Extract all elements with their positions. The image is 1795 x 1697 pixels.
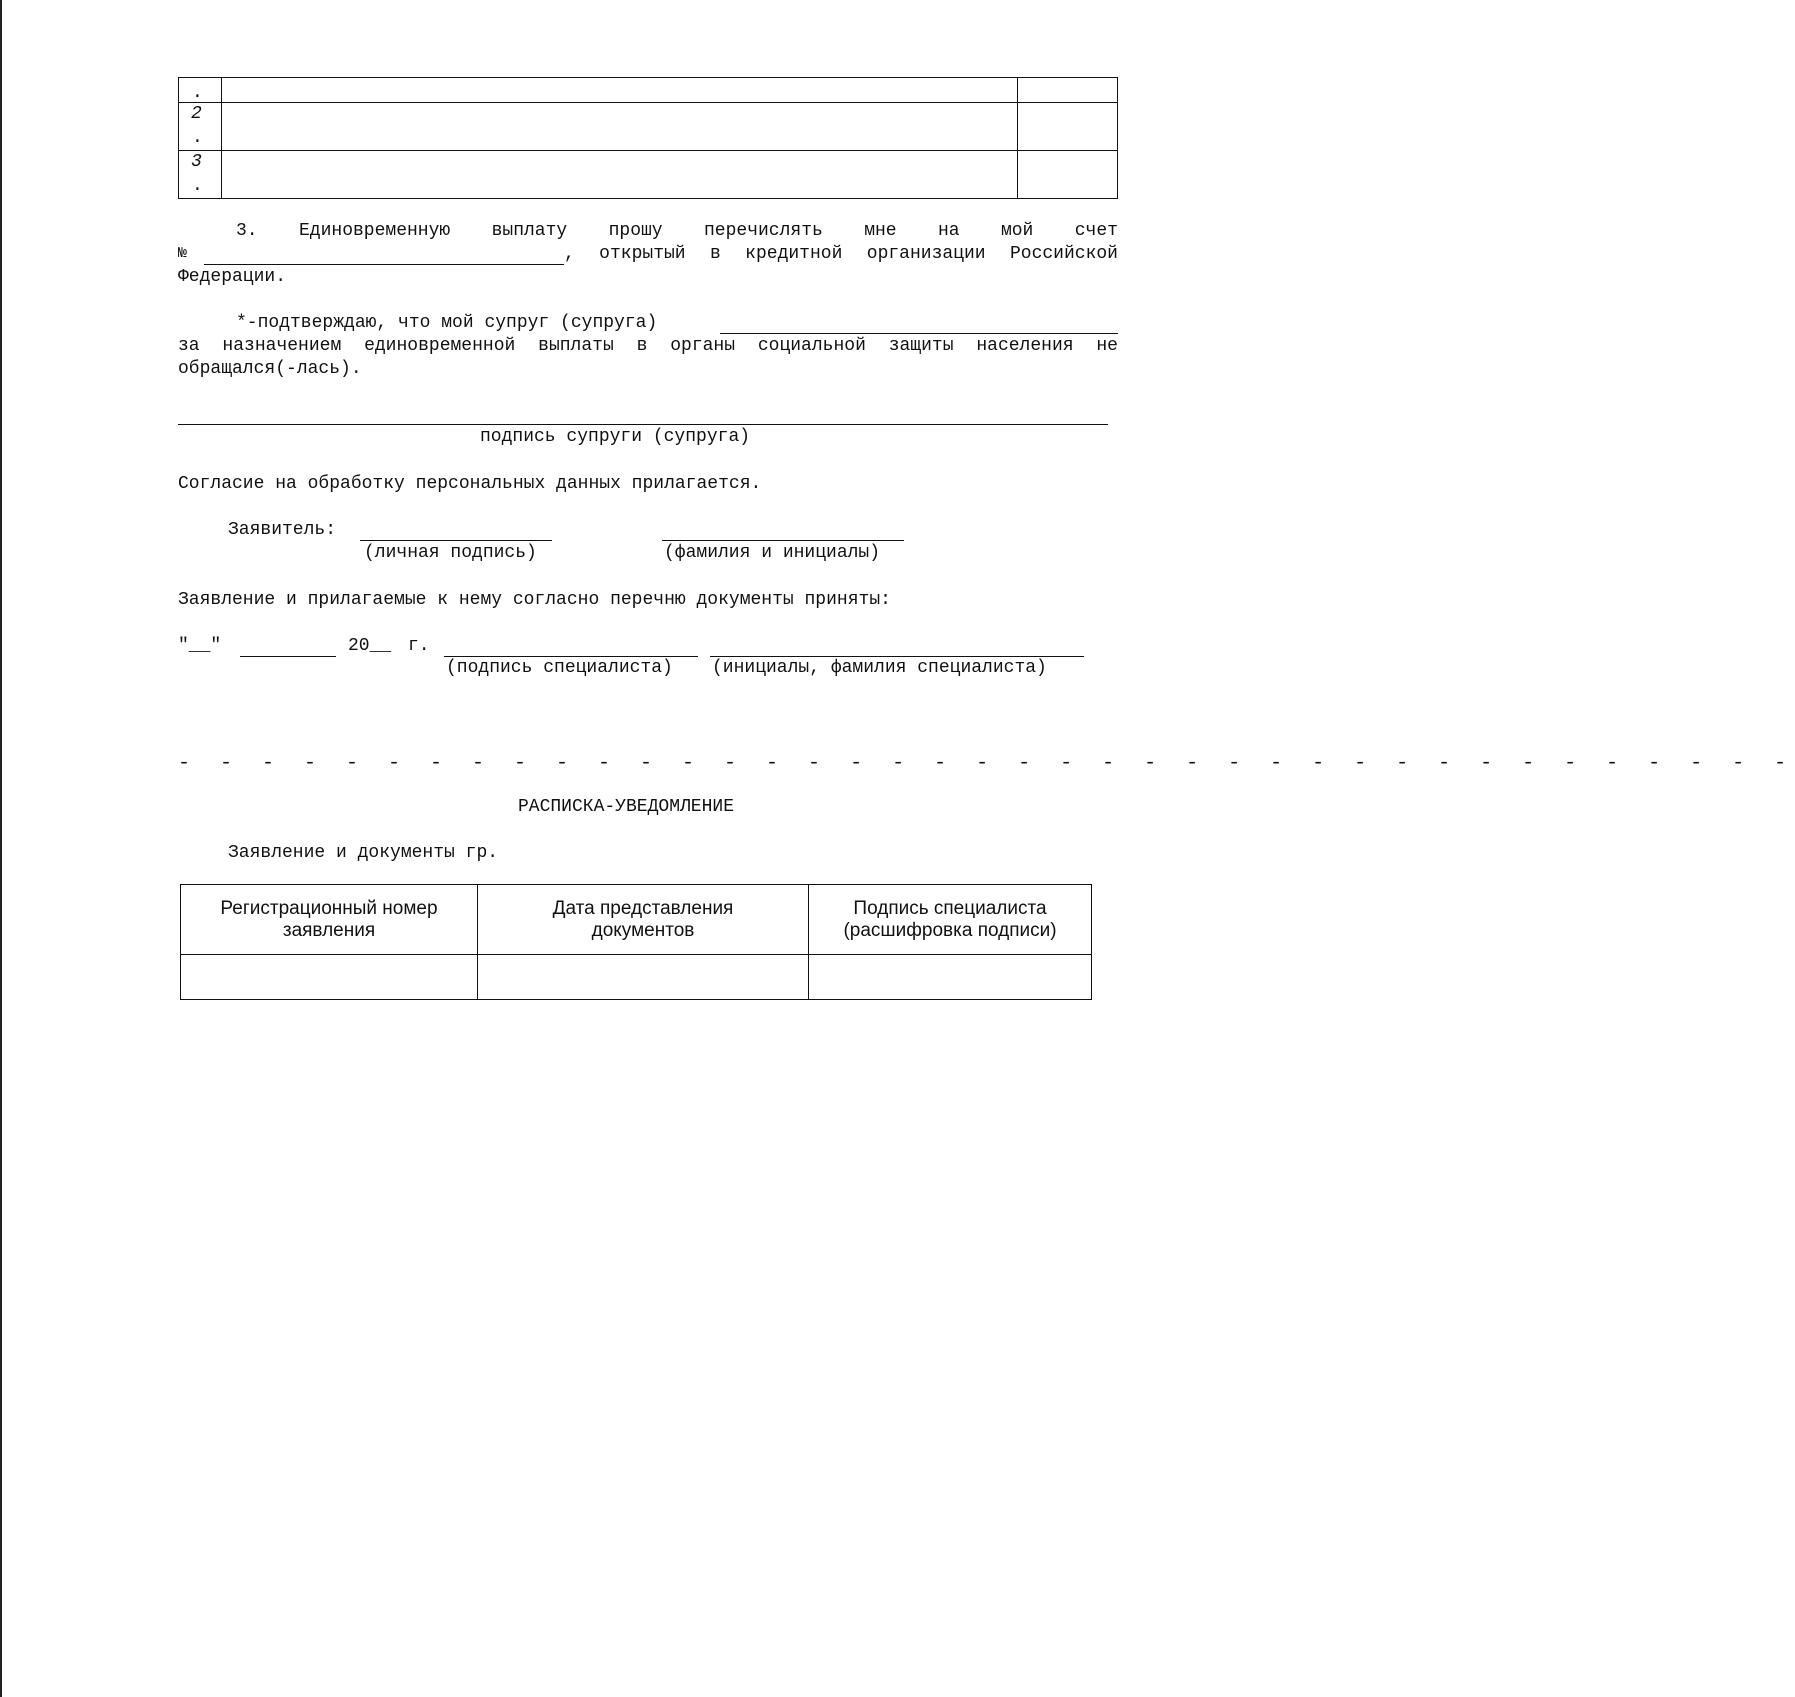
spouse-line2-text: за назначением единовременной выплаты в органы социальной защиты населения не [178, 336, 1118, 356]
document-extra-cell [1018, 103, 1118, 151]
item3-word: перечислять [703, 221, 823, 241]
receipt-header-row [181, 885, 1092, 955]
receipt-header-signature: Подпись специалиста (расшифровка подписи) [809, 885, 1092, 955]
document-name-cell [222, 151, 1018, 199]
applicant-name-caption: (фамилия и инициалы) [664, 543, 881, 563]
specialist-signature-caption: (подпись специалиста) [446, 658, 673, 678]
item3-word: счет [1074, 221, 1118, 241]
consent-text: Согласие на обработку персональных данных прилагается. [178, 474, 762, 494]
receipt-title: РАСПИСКА-УВЕДОМЛЕНИЕ [517, 797, 735, 817]
row-number-cell [179, 103, 222, 151]
document-extra-cell [1018, 78, 1118, 103]
cut-line: - - - - - - - - - - - - - - - - - - - - - - - - - - - - - - - - - - - - - - - [178, 752, 1795, 775]
spouse-line1: *-подтверждаю, что мой супруг (супруга) [236, 313, 658, 333]
row-number-cell [179, 78, 222, 103]
item3-word: 3. [236, 221, 258, 241]
receipt-cell-signature[interactable] [809, 955, 1092, 1000]
receipt-intro: Заявление и документы гр. [228, 843, 499, 863]
date-month-field[interactable] [240, 636, 336, 657]
table-row [181, 955, 1092, 1000]
table-row [179, 78, 1118, 103]
row-number-dot: . [192, 176, 203, 196]
applicant-signature-field[interactable] [360, 520, 552, 541]
item3-word: выплату [491, 221, 568, 241]
document-name-cell [222, 78, 1018, 103]
document-name-cell [222, 103, 1018, 151]
item3-word: мой [1000, 221, 1034, 241]
spouse-line3: обращался(-лась). [178, 359, 362, 379]
row-number: 3 [191, 152, 202, 172]
applicant-label: Заявитель: [228, 520, 337, 540]
item3-word: мне [864, 221, 897, 241]
spouse-name-field[interactable] [720, 313, 1118, 334]
receipt-header-date: Дата представления документов [478, 885, 809, 955]
accepted-text: Заявление и прилагаемые к нему согласно перечню документы приняты: [178, 590, 891, 610]
specialist-name-field[interactable] [710, 636, 1084, 657]
specialist-signature-field[interactable] [444, 636, 698, 657]
account-number-field[interactable] [204, 244, 564, 265]
document-extra-cell [1018, 151, 1118, 199]
receipt-header-reg-number: Регистрационный номер заявления [181, 885, 478, 955]
table-row [179, 103, 1118, 151]
date-year-suffix: г. [408, 636, 430, 656]
row-number-cell [179, 151, 222, 199]
table-row [179, 151, 1118, 199]
account-number-sign: № [178, 245, 188, 262]
item3-word: Единовременную [298, 221, 451, 241]
specialist-name-caption: (инициалы, фамилия специалиста) [712, 658, 1047, 678]
applicant-name-field[interactable] [662, 520, 904, 541]
scan-edge [0, 0, 2, 1697]
date-year-prefix: 20__ [348, 636, 392, 656]
item3-line2: , открытый в кредитной организации Российской [564, 244, 1118, 264]
item3-line3: Федерации. [178, 267, 287, 287]
receipt-table [180, 884, 1092, 1000]
item3-line1 [178, 221, 1118, 241]
applicant-signature-caption: (личная подпись) [364, 543, 537, 563]
date-day: "__" [178, 636, 222, 656]
row-number-dot: . [192, 83, 203, 103]
spouse-signature-caption: подпись супруги (супруга) [480, 427, 751, 447]
receipt-cell-date[interactable] [478, 955, 809, 1000]
row-number: 2 [191, 104, 202, 124]
documents-table [178, 77, 1118, 199]
row-number-dot: . [192, 128, 203, 148]
spouse-signature-field[interactable] [178, 404, 1108, 425]
spouse-line2 [178, 336, 1118, 356]
item3-word: на [937, 221, 960, 241]
item3-word: прошу [608, 221, 663, 241]
receipt-cell-reg-number[interactable] [181, 955, 478, 1000]
